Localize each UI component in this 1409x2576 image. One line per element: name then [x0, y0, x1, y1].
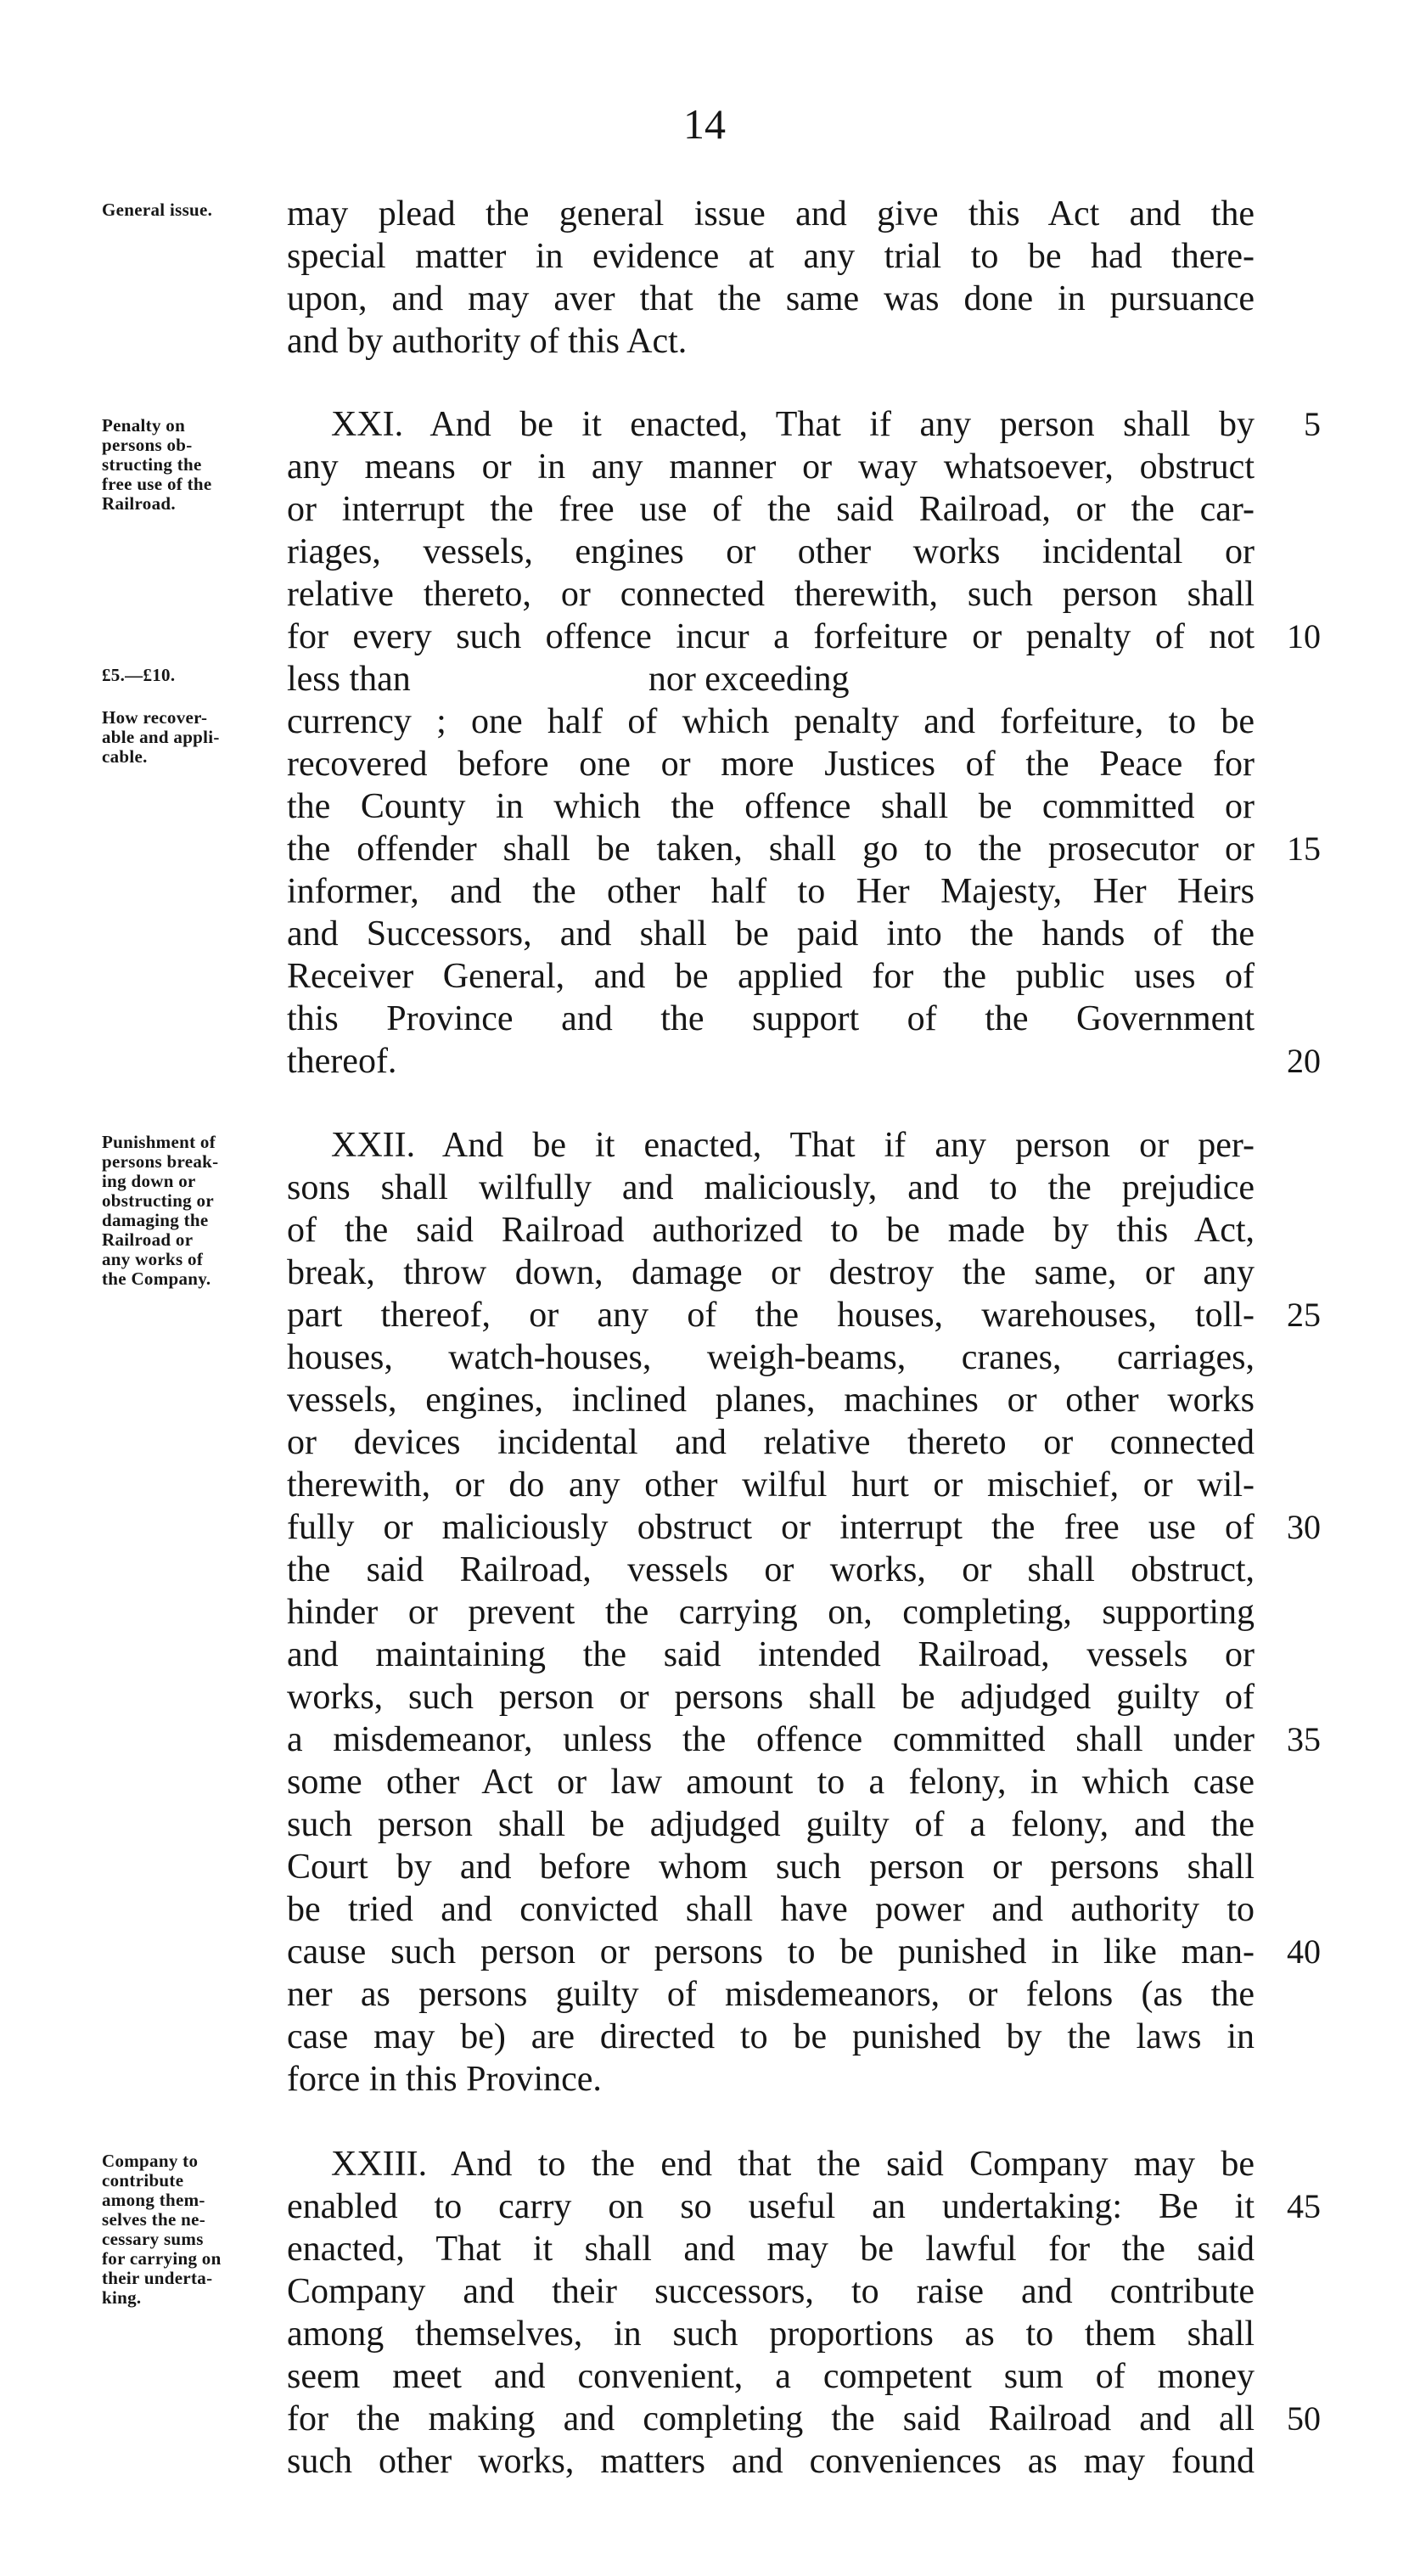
line-number: 20 [1287, 1042, 1321, 1080]
sidenote-line: ing down or [102, 1171, 196, 1191]
sidenote-line: contribute [102, 2170, 184, 2191]
sidenote-penalty-amount [102, 666, 272, 685]
line-number: 40 [1287, 1932, 1321, 1971]
text-line: of the said Railroad authorized to be made by this Act, [287, 1211, 1255, 1250]
text-line: enacted, That it shall and may be lawful for the said [287, 2230, 1255, 2269]
line-number: 25 [1287, 1296, 1321, 1334]
text-line: vessels, engines, inclined planes, machines or other works [287, 1381, 1255, 1420]
text-line: special matter in evidence at any trial to be had there- [287, 237, 1255, 276]
line-number: 50 [1287, 2399, 1321, 2438]
text-line: recovered before one or more Justices of the Peace for [287, 745, 1255, 784]
sidenote-line: Railroad. [102, 493, 176, 514]
sidenote-line: Penalty on [102, 415, 186, 436]
text-line: Court by and before whom such person or persons shall [287, 1848, 1255, 1887]
text-line: the County in which the offence shall be committed or [287, 787, 1255, 826]
text-line: any means or in any manner or way whatsoever, obstruct [287, 447, 1255, 487]
text-line: therewith, or do any other wilful hurt or mischief, or wil- [287, 1465, 1255, 1505]
sidenote-line: persons ob- [102, 435, 193, 455]
line-number: 5 [1304, 405, 1321, 443]
text-line: seem meet and convenient, a competent sum of money [287, 2357, 1255, 2396]
text-line: for the making and completing the said Railroad and all [287, 2399, 1255, 2438]
sidenote-line: structing the [102, 454, 202, 475]
sidenote-punishment [102, 1133, 272, 1289]
text-line: and maintaining the said intended Railroad, vessels or [287, 1635, 1255, 1674]
text-line: houses, watch-houses, weigh-beams, cranes, carriages, [287, 1338, 1255, 1377]
text-line: ner as persons guilty of misdemeanors, or felons (as the [287, 1975, 1255, 2014]
text-line: and by authority of this Act. [287, 322, 688, 361]
text-line: part thereof, or any of the houses, warehouses, toll- [287, 1296, 1255, 1335]
text-line: and Successors, and shall be paid into the hands of the [287, 914, 1255, 953]
sidenote-line: cessary sums [102, 2229, 204, 2249]
text-line: relative thereto, or connected therewith, such person shall [287, 575, 1255, 614]
sidenote-line: free use of the [102, 474, 212, 494]
line-number: 15 [1287, 830, 1321, 868]
sidenote-line: king. [102, 2287, 142, 2308]
sidenote-recoverable [102, 708, 272, 767]
text-line: hinder or prevent the carrying on, completing, supporting [287, 1593, 1255, 1632]
sidenote-line: selves the ne- [102, 2209, 206, 2230]
text-line: the offender shall be taken, shall go to the prosecutor or [287, 830, 1255, 869]
sidenote-line: cable. [102, 746, 148, 767]
text-line: may plead the general issue and give this Act and the [287, 194, 1255, 233]
text-line: force in this Province. [287, 2060, 602, 2099]
text-fragment: less than [287, 660, 411, 699]
sidenote-line: Company to [102, 2151, 199, 2171]
text-line: sons shall wilfully and maliciously, and to the prejudice [287, 1168, 1255, 1207]
sidenote-line: among them- [102, 2190, 205, 2210]
sidenote-line: Punishment of [102, 1132, 216, 1152]
section-xxiii [287, 2143, 1255, 2483]
text-line: or interrupt the free use of the said Railroad, or the car- [287, 490, 1255, 529]
text-line: some other Act or law amount to a felony, in which case [287, 1763, 1255, 1802]
page-number: 14 [683, 100, 726, 148]
sidenote-line: obstructing or [102, 1190, 214, 1211]
section-xxii [287, 1124, 1255, 2101]
sidenote-line: for carrying on [102, 2248, 222, 2269]
text-line: this Province and the support of the Government [287, 999, 1255, 1038]
text-line: thereof. [287, 1042, 397, 1081]
sidenote-general-issue [102, 200, 272, 220]
text-line: the said Railroad, vessels or works, or shall obstruct, [287, 1550, 1255, 1589]
text-line: riages, vessels, engines or other works incidental or [287, 532, 1255, 571]
sidenote-line: able and appli- [102, 727, 220, 747]
line-number: 10 [1287, 617, 1321, 655]
paragraph-general-issue [287, 193, 1255, 363]
text-fragment: nor exceeding [648, 660, 850, 699]
text-line: such person shall be adjudged guilty of a felony, and the [287, 1805, 1255, 1844]
text-line: fully or maliciously obstruct or interrupt the free use of [287, 1508, 1255, 1547]
text-line: or devices incidental and relative thereto or connected [287, 1423, 1255, 1462]
sidenote-line: How recover- [102, 707, 208, 728]
line-number: 45 [1287, 2187, 1321, 2225]
text-line-with-blanks [287, 658, 1255, 700]
text-line: currency ; one half of which penalty and forfeiture, to be [287, 702, 1255, 741]
sidenote-line: Railroad or [102, 1229, 194, 1250]
sidenote-line: the Company. [102, 1268, 211, 1289]
text-line: case may be) are directed to be punished by the laws in [287, 2017, 1255, 2056]
sidenote-line: persons break- [102, 1151, 219, 1172]
text-line: informer, and the other half to Her Majesty, Her Heirs [287, 872, 1255, 911]
sidenote-line: £5.—£10. [102, 665, 176, 685]
text-line: such other works, matters and conveniences as may found [287, 2442, 1255, 2481]
text-line: Company and their successors, to raise and contribute [287, 2272, 1255, 2311]
text-line: a misdemeanor, unless the offence committed shall under [287, 1720, 1255, 1759]
text-line: XXIII. And to the end that the said Company may be [331, 2145, 1255, 2184]
text-line: be tried and convicted shall have power and authority to [287, 1890, 1255, 1929]
text-line: enabled to carry on so useful an undertaking: Be it [287, 2187, 1255, 2226]
line-number: 35 [1287, 1720, 1321, 1758]
text-line: works, such person or persons shall be adjudged guilty of [287, 1678, 1255, 1717]
sidenote-penalty [102, 416, 272, 514]
text-line: XXI. And be it enacted, That if any person shall by [331, 405, 1255, 444]
text-line: break, throw down, damage or destroy the same, or any [287, 1253, 1255, 1292]
text-line: Receiver General, and be applied for the public uses of [287, 957, 1255, 996]
text-line: upon, and may aver that the same was done in pursuance [287, 279, 1255, 318]
sidenote-line: damaging the [102, 1210, 209, 1230]
sidenote-line: General issue. [102, 200, 213, 220]
text-line: XXII. And be it enacted, That if any person or per- [331, 1126, 1255, 1165]
text-line: for every such offence incur a forfeiture or penalty of not [287, 617, 1255, 656]
line-number: 30 [1287, 1508, 1321, 1546]
text-line: among themselves, in such proportions as to them shall [287, 2314, 1255, 2354]
sidenote-company-contribute [102, 2151, 272, 2308]
sidenote-line: their underta- [102, 2268, 213, 2288]
section-xxi [287, 403, 1255, 1083]
sidenote-line: any works of [102, 1249, 204, 1269]
text-line: cause such person or persons to be punished in like man- [287, 1932, 1255, 1971]
